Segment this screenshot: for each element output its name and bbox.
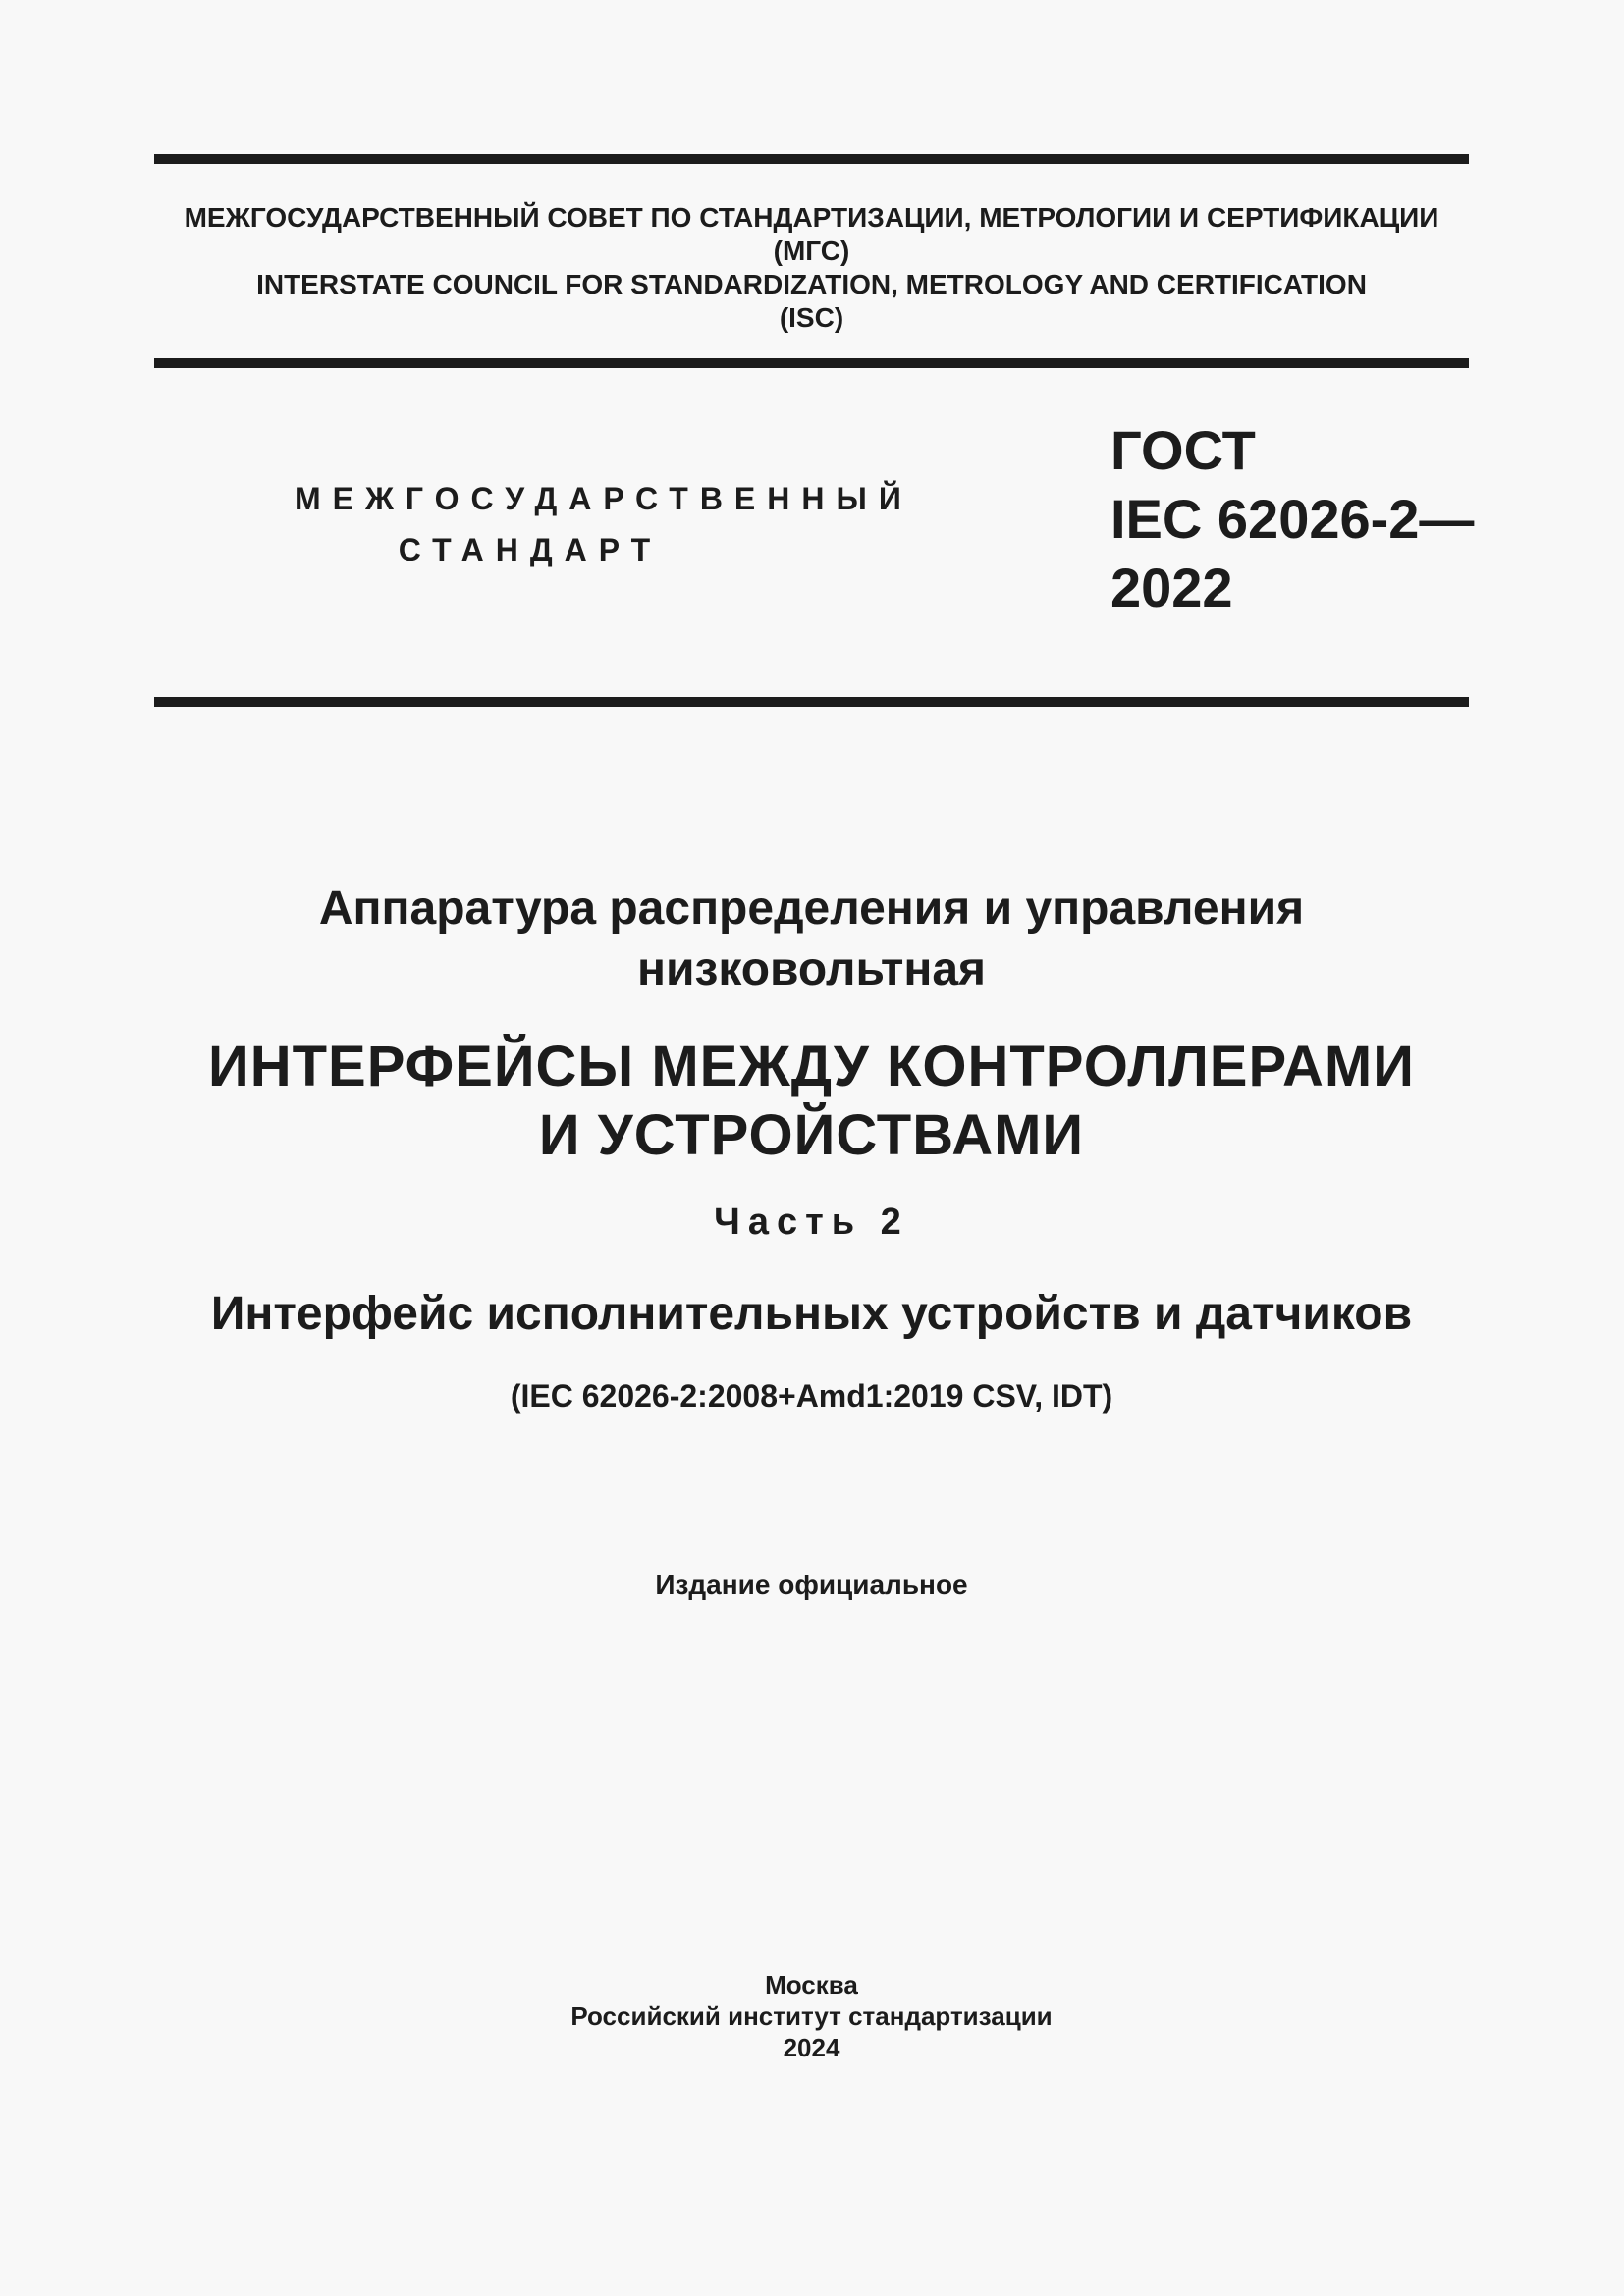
title-line-2: И УСТРОЙСТВАМИ <box>538 1103 1085 1167</box>
subtitle-line-1: Аппаратура распределения и управления <box>318 882 1305 934</box>
part-title: Интерфейс исполнительных устройств и датчиков <box>210 1288 1413 1340</box>
document-subtitle <box>154 879 1469 1000</box>
title-line-1: ИНТЕРФЕЙСЫ МЕЖДУ КОНТРОЛЛЕРАМИ <box>208 1035 1415 1098</box>
designation-line-3: 2022 <box>1110 557 1233 618</box>
council-name-ru: МЕЖГОСУДАРСТВЕННЫЙ СОВЕТ ПО СТАНДАРТИЗАЦИИ, МЕТРОЛОГИИ И СЕРТИФИКАЦИИ <box>184 202 1439 233</box>
imprint-city: Москва <box>765 1970 858 2000</box>
part-number: Часть 2 <box>714 1201 909 1243</box>
designation-line-2: IEC 62026-2— <box>1110 488 1475 550</box>
council-name-en: INTERSTATE COUNCIL FOR STANDARDIZATION, METROLOGY AND CERTIFICATION <box>256 269 1367 299</box>
header-divider <box>154 358 1469 368</box>
imprint-publisher: Российский институт стандартизации <box>570 2002 1053 2031</box>
imprint <box>154 1969 1469 2063</box>
subtitle-line-2: низковольтная <box>636 943 987 995</box>
designation-line-1: ГОСТ <box>1110 419 1256 481</box>
edition-label: Издание официальное <box>655 1570 968 1600</box>
council-abbr-ru: (МГС) <box>773 236 850 266</box>
document-title <box>154 1033 1469 1170</box>
council-header <box>154 201 1469 335</box>
iec-reference: (IEC 62026-2:2008+Amd1:2019 CSV, IDT) <box>510 1378 1113 1414</box>
standard-kind <box>295 473 913 575</box>
imprint-year: 2024 <box>783 2033 840 2062</box>
standard-designation <box>1110 416 1474 622</box>
council-abbr-en: (ISC) <box>779 302 844 333</box>
standard-kind-line-2: СТАНДАРТ <box>398 532 663 567</box>
top-rule <box>154 154 1469 164</box>
standard-kind-line-1: МЕЖГОСУДАРСТВЕННЫЙ <box>295 481 913 516</box>
designation-divider <box>154 697 1469 707</box>
